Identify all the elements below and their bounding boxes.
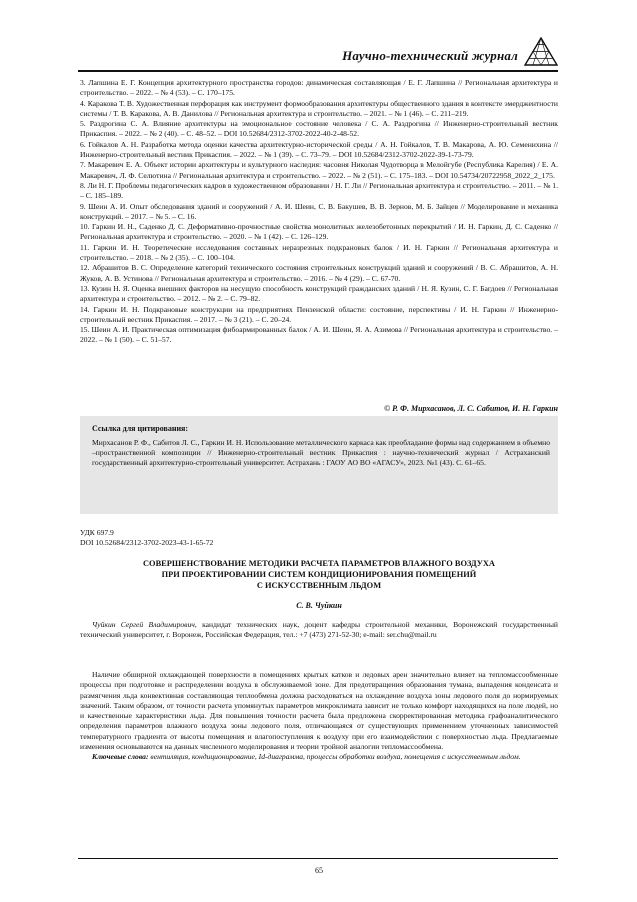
article-title-line: С ИСКУССТВЕННЫМ ЛЬДОМ <box>256 581 382 590</box>
keywords-text: вентиляция, кондиционирование, Id-диаграмма, процессы обработки воздуха, помещения с искусственным льдом. <box>148 752 521 762</box>
article-title-line: ПРИ ПРОЕКТИРОВАНИИ СИСТЕМ КОНДИЦИОНИРОВАНИЯ ПОМЕЩЕНИЙ <box>161 570 477 579</box>
reference-item: 14. Гаркин И. Н. Подкрановые конструкции на предприятиях Пензенской области: состояние, перспективы / И. Н. Гаркин // Инженерно-строительный вестник Прикаспия. – 2017. – № 3 (21). – С. 20–24. <box>80 304 558 324</box>
article-title-line: СОВЕРШЕНСТВОВАНИЕ МЕТОДИКИ РАСЧЕТА ПАРАМЕТРОВ ВЛАЖНОГО ВОЗДУХА <box>143 559 495 568</box>
reference-item: 5. Раздрогина С. А. Влияние архитектуры на эмоциональное состояние человека / С. А. Раздрогина // Инженерно-строительный вестник Прикаспия. – 2022. – № 2 (40). – С. 48–52. – DOI 10.52684/2312-3702-2022-40-2-48-52. <box>80 119 558 139</box>
keywords <box>80 752 558 762</box>
citation-text: Мирхасанов Р. Ф., Сабитов Л. С., Гаркин И. Н. Использование металлического каркаса как преобладание формы над содержанием в объемно –пространственной композиции // Инженерно-строительный вестник Прикаспия : научно-технический журнал / Астраханский государственный архитектурно-строительный университет. Астрахань : ГАОУ АО ВО «АГАСУ», 2023. №1 (43). С. 61–65. <box>92 438 550 468</box>
author-name: Чуйкин Сергей Владимирович <box>92 620 195 629</box>
reference-item: 12. Абрашитов В. С. Определение категорий технического состояния строительных конструкций зданий и сооружений / В. С. Абрашитов, А. Н. Жуков, А. В. Устинова // Региональная архитектура и строительство. – 2016. – № 4 (29). – С. 67-70. <box>80 263 558 283</box>
journal-title: Научно-технический журнал <box>342 48 518 63</box>
keywords-label: Ключевые слова: <box>92 752 149 762</box>
page-header <box>78 37 558 67</box>
header-divider <box>78 70 558 72</box>
abstract-section <box>80 670 558 763</box>
journal-logo-icon <box>524 37 558 67</box>
reference-item: 11. Гаркин И. Н. Теоретические исследования составных неразрезных подкрановых балок / И. Н. Гаркин // Региональная архитектура и строительство. – 2018. – № 2 (35). – С. 100–104. <box>80 242 558 263</box>
citation-box <box>80 416 558 514</box>
page-number: 65 <box>315 866 323 875</box>
reference-item: 4. Каракова Т. В. Художественная перфорация как инструмент формообразования архитектуры общественного здания в контексте эмерджентности системы / Т. В. Каракова, А. В. Данилова // Региональная архитектура и строительство. – 2021. – № 1 (46). – С. 211–219. <box>80 98 558 118</box>
reference-item: 9. Шеин А. И. Опыт обследования зданий и сооружений / А. И. Шеин, С. В. Бакушев, В. В. Зернов, М. Б. Зайцев // Моделирование и механика конструкций. – 2017. – № 5. – С. 16. <box>80 201 558 221</box>
reference-item: 3. Лапшина Е. Г. Концепция архитектурного пространства городов: динамическая составляющая / Е. Г. Лапшина // Региональная архитектура и строительство. – 2022. – № 4 (53). – С. 170–175. <box>80 78 558 98</box>
article-title <box>80 558 558 591</box>
reference-item: 13. Кузин Н. Я. Оценка внешних факторов на несущую способность конструкций гражданских зданий / Н. Я. Кузин, С. Г. Багдоев // Региональная архитектура и строительство. – 2012. – № 2. – С. 79–82. <box>80 283 558 304</box>
reference-item: 6. Гойкалов А. Н. Разработка метода оценки качества архитектурно-исторической среды / А. Н. Гойкалов, Т. В. Макарова, А. Ю. Семенихина // Инженерно-строительный вестник Прикаспия. – 2022. – № 1 (39). – С. 73–79. – DOI 10.52684/2312-3702-2022-39-1-73-79. <box>80 139 558 160</box>
author-info <box>80 620 558 641</box>
footer-divider <box>78 858 558 859</box>
reference-item: 7. Макаревич Е. А. Объект истории архитектуры и культурного наследия: часовня Николая Чудотворца в Мелойгубе (Республика Карелия) / Е. А. Макаревич, Л. Ф. Селютина // Региональная архитектура и строительство. – 2022. – № 2 (51). – С. 175–183. – DOI 10.54734/20722958_2022_2_175. <box>80 160 558 180</box>
udc-code: УДК 697.9 <box>80 528 114 537</box>
reference-item: 15. Шеин А. И. Практическая оптимизация фибоармированных балок / А. И. Шеин, Я. А. Азимова // Региональная архитектура и строительство. – 2022. – № 1 (50). – С. 51–57. <box>80 325 558 345</box>
citation-label: Ссылка для цитирования: <box>92 424 189 433</box>
author-details: , кандидат технических наук, доцент кафедры строительной механики, Воронежский государственный технический университет, г. Воронеж, Российская Федерация, тел.: +7 (473) 271-52-30; e-mail: ser.chu@mail.ru <box>80 620 558 640</box>
reference-item: 10. Гаркин И. Н., Саденко Д. С. Деформативно-прочностные свойства монолитных железобетонных перекрытий / И. Н. Гаркин, Д. С. Саденко // Региональная архитектура и строительство. – 2020. – № 1 (42). – С. 126–129. <box>80 222 558 242</box>
article-identifiers <box>80 528 213 548</box>
reference-list <box>80 78 558 346</box>
reference-item: 8. Ли Н. Г. Проблемы педагогических кадров в художественном образовании / Н. Г. Ли // Региональная архитектура и строительство. – 2011. – № 1. – С. 185–189. <box>80 180 558 201</box>
author-byline: С. В. Чуйкин <box>296 601 342 610</box>
copyright-line: © Р. Ф. Мирхасанов, Л. С. Сабитов, И. Н. Гаркин <box>384 404 558 413</box>
doi-code: DOI 10.52684/2312-3702-2023-43-1-65-72 <box>80 538 214 547</box>
abstract-text: Наличие обширной охлаждающей поверхности в помещениях крытых катков и ледовых арен значительно влияет на тепломассообменные процессы при подготовке и распределении воздуха в обслуживаемой зоне. Для предотвращения образования тумана, выпадения конденсата и размягчения льда конвективная составляющая теплообмена должна расходоваться на охлаждение воздуха зоны ледового поля до нормируемых значений. Таким образом, от точности расчета упомянутых параметров микроклимата зависит не только комфорт находящихся на поле людей, но и качественные характеристики льда. Для повышения точности расчета была предложена скорректированная методика графоаналитического определения параметров влажного воздуха зоны ледового поля, отличающаяся от существующих применением уточненных зависимостей температурного градиента от высоты помещения и влагопоступления к воздуху при его взаимодействии с поверхностью льда. Предлагаемые изменения основываются на данных численного моделирования и теории тройной аналогии тепломассообмена. <box>80 670 558 752</box>
